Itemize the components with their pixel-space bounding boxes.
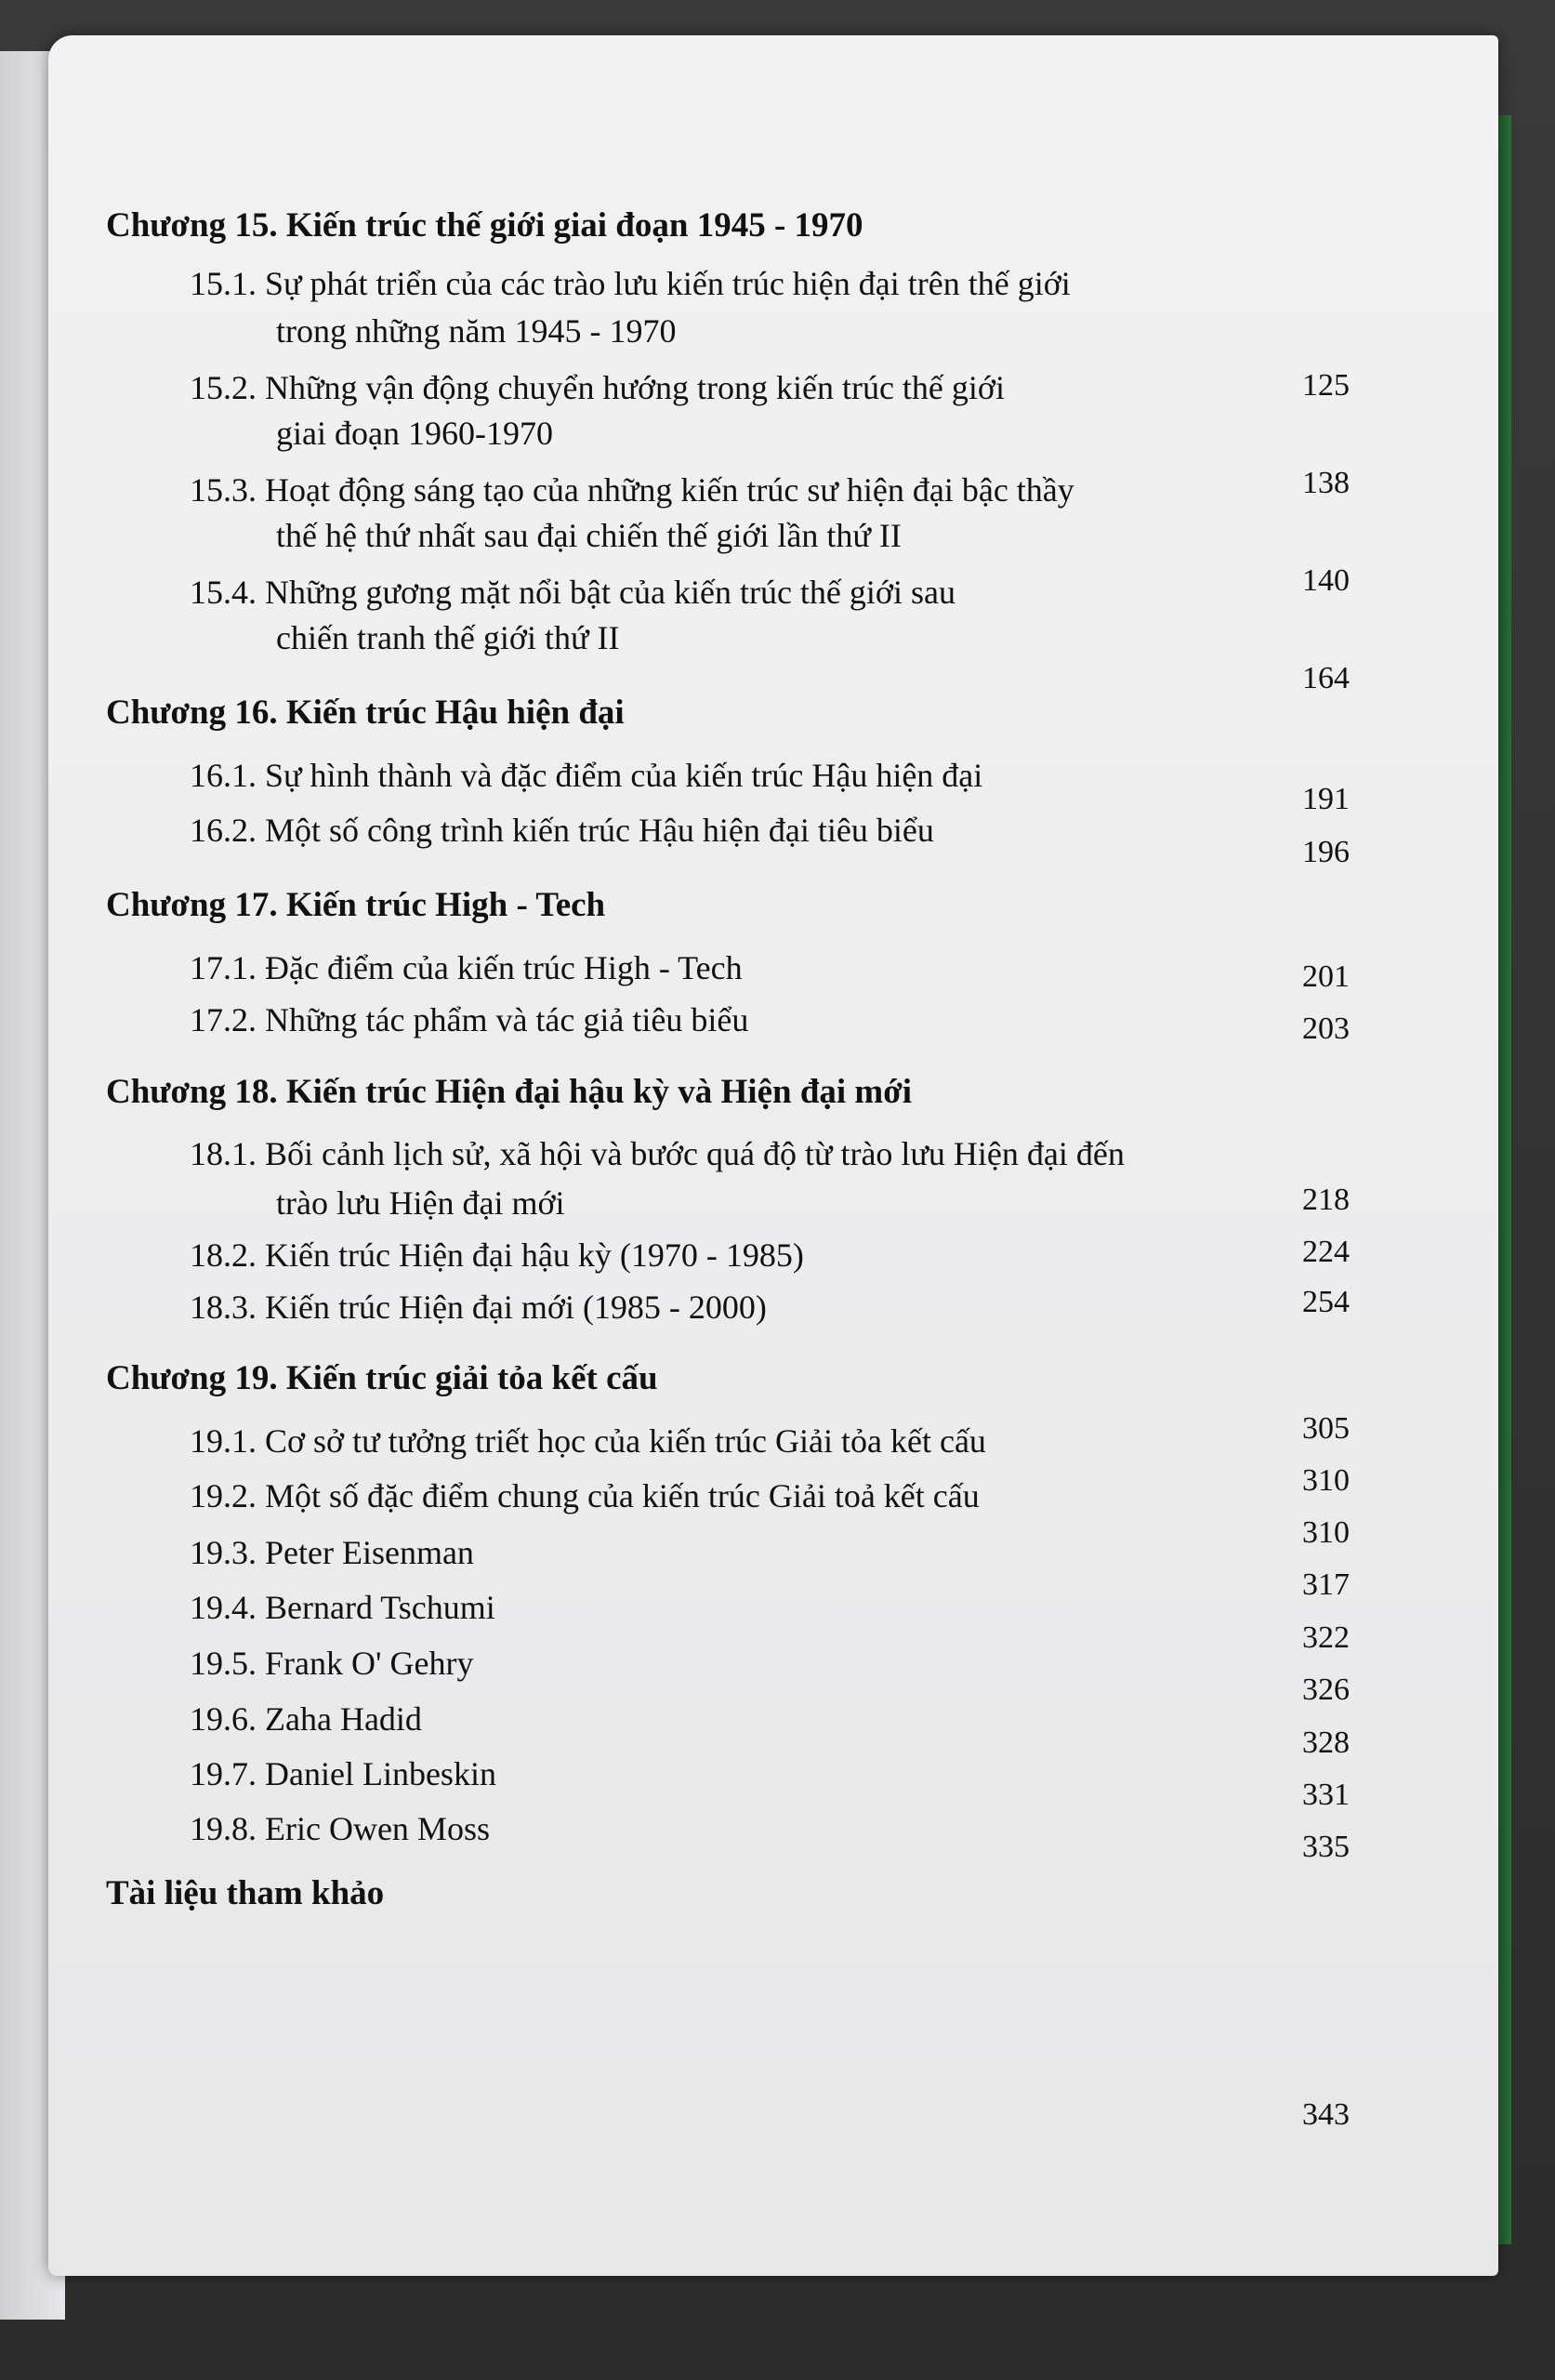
section-line: giai đoạn 1960-1970 xyxy=(276,415,553,452)
section-line: 17.1. Đặc điểm của kiến trúc High - Tech xyxy=(190,949,743,986)
section-line: 15.3. Hoạt động sáng tạo của những kiến trúc sư hiện đại bậc thầy xyxy=(190,471,1074,509)
section-line: 19.2. Một số đặc điểm chung của kiến trúc Giải toả kết cấu xyxy=(190,1477,980,1514)
page-number-cell: 140 xyxy=(1302,563,1350,598)
book-page xyxy=(48,35,1498,2276)
section-line: 18.2. Kiến trúc Hiện đại hậu kỳ (1970 - 1985) xyxy=(190,1236,804,1274)
page-number-cell: 322 xyxy=(1302,1620,1350,1655)
page-number-cell: 191 xyxy=(1302,782,1350,816)
section-line: 18.1. Bối cảnh lịch sử, xã hội và bước quá độ từ trào lưu Hiện đại đến xyxy=(190,1135,1125,1172)
page-number-cell: 203 xyxy=(1302,1012,1350,1046)
page-number-cell: 326 xyxy=(1302,1673,1350,1707)
chapter-title: Chương 16. Kiến trúc Hậu hiện đại xyxy=(106,694,625,732)
section-line: 19.6. Zaha Hadid xyxy=(190,1700,422,1738)
section-line: trong những năm 1945 - 1970 xyxy=(276,312,677,350)
section-line: 19.8. Eric Owen Moss xyxy=(190,1810,490,1847)
section-line: 15.2. Những vận động chuyển hướng trong kiến trúc thế giới xyxy=(190,369,1005,406)
section-line: 19.4. Bernard Tschumi xyxy=(190,1589,495,1626)
chapter-title: Chương 17. Kiến trúc High - Tech xyxy=(106,886,606,924)
page-number-cell: 254 xyxy=(1302,1285,1350,1319)
page-number-cell: 218 xyxy=(1302,1183,1350,1217)
page-number-cell: 310 xyxy=(1302,1515,1350,1550)
green-cover-edge xyxy=(1498,115,1511,2244)
section-line: 16.2. Một số công trình kiến trúc Hậu hiện đại tiêu biểu xyxy=(190,812,934,849)
page-number-cell: 328 xyxy=(1302,1726,1350,1760)
section-line: 19.5. Frank O' Gehry xyxy=(190,1645,474,1682)
section-line: 19.3. Peter Eisenman xyxy=(190,1534,474,1571)
section-line: 19.1. Cơ sở tư tưởng triết học của kiến trúc Giải tỏa kết cấu xyxy=(190,1422,986,1460)
section-line: 18.3. Kiến trúc Hiện đại mới (1985 - 2000) xyxy=(190,1289,767,1326)
section-line: 15.1. Sự phát triển của các trào lưu kiến trúc hiện đại trên thế giới xyxy=(190,265,1071,302)
page-number-cell: 138 xyxy=(1302,466,1350,500)
section-line: thế hệ thứ nhất sau đại chiến thế giới lần thứ II xyxy=(276,517,902,554)
page-number-cell: 310 xyxy=(1302,1463,1350,1498)
section-line: 17.2. Những tác phẩm và tác giả tiêu biểu xyxy=(190,1001,749,1038)
page-number-cell: 331 xyxy=(1302,1778,1350,1812)
page-number-cell: 317 xyxy=(1302,1567,1350,1602)
section-line: chiến tranh thế giới thứ II xyxy=(276,619,620,656)
page-number-cell: 164 xyxy=(1302,661,1350,695)
section-line: trào lưu Hiện đại mới xyxy=(276,1184,565,1222)
section-line: 19.7. Daniel Linbeskin xyxy=(190,1755,496,1792)
page-number: 343 xyxy=(1302,2097,1350,2132)
section-line: 16.1. Sự hình thành và đặc điểm của kiến trúc Hậu hiện đại xyxy=(190,757,983,794)
chapter-title: Chương 15. Kiến trúc thế giới giai đoạn 1945 - 1970 xyxy=(106,206,863,245)
page-number-cell: 335 xyxy=(1302,1830,1350,1864)
page-number-cell: 224 xyxy=(1302,1235,1350,1269)
chapter-title: Chương 18. Kiến trúc Hiện đại hậu kỳ và Hiện đại mới xyxy=(106,1073,913,1111)
page-number-cell: 201 xyxy=(1302,959,1350,994)
page-number-cell: 196 xyxy=(1302,835,1350,869)
page-number-cell: 125 xyxy=(1302,368,1350,403)
page-number-cell: 305 xyxy=(1302,1411,1350,1446)
chapter-title: Chương 19. Kiến trúc giải tỏa kết cấu xyxy=(106,1359,658,1397)
references-title: Tài liệu tham khảo xyxy=(106,1874,385,1912)
section-line: 15.4. Những gương mặt nổi bật của kiến trúc thế giới sau xyxy=(190,574,955,611)
